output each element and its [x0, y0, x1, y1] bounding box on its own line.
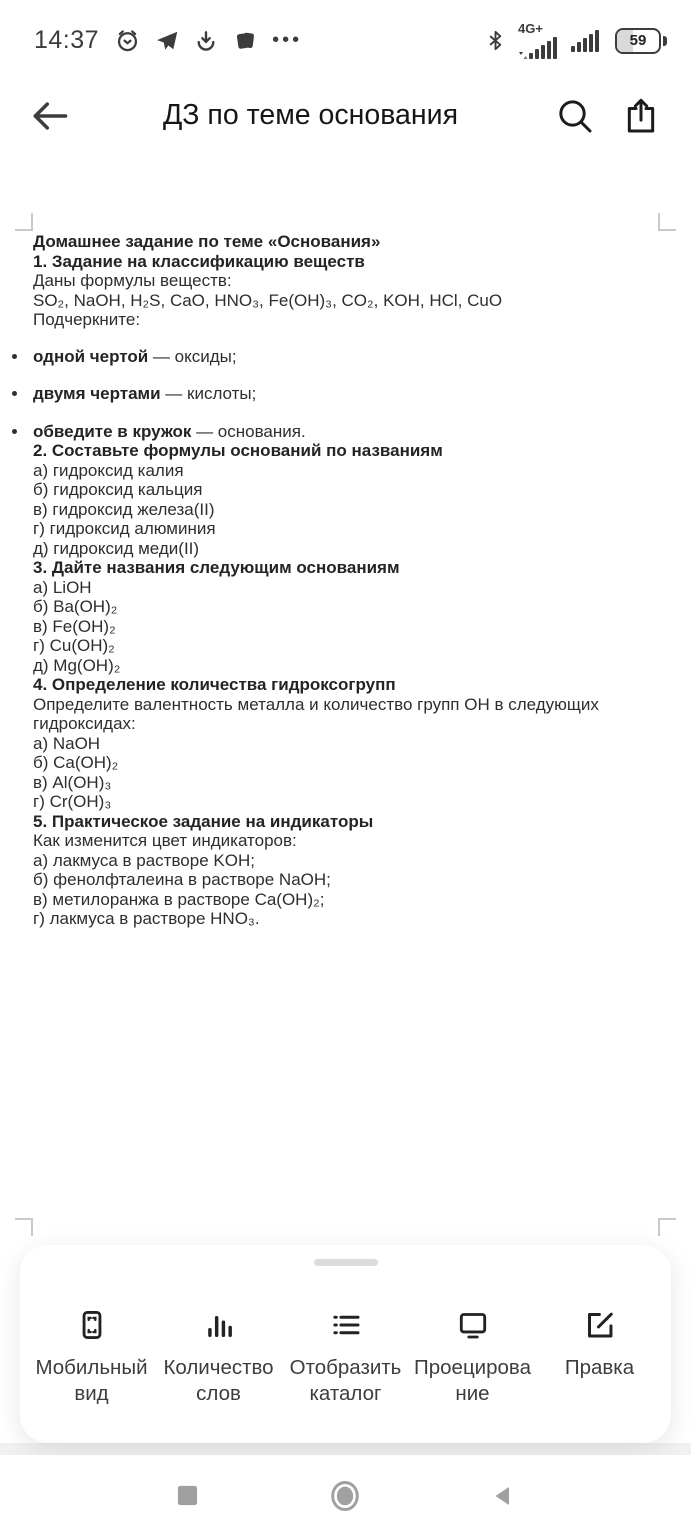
- section-4-intro: Определите валентность металла и количество групп OH в следующих гидроксидах:: [33, 694, 599, 733]
- toolbar-label: Количество слов: [163, 1356, 274, 1405]
- bullet-bold-text: одной чертой: [33, 346, 149, 366]
- bullet-item: [33, 347, 660, 367]
- bullet-rest-text: — оксиды;: [148, 346, 237, 366]
- list-line: а) LiOH: [33, 577, 92, 597]
- list-line: в) гидроксид железа(II): [33, 499, 215, 519]
- section-5-heading: 5. Практическое задание на индикаторы: [33, 811, 374, 831]
- toolbar-label: Проецирование: [414, 1356, 531, 1405]
- bullet-list: [33, 347, 660, 442]
- section-3: [33, 558, 660, 675]
- bottom-sheet: [20, 1245, 671, 1443]
- list-line: б) гидроксид кальция: [33, 480, 203, 499]
- list-line: в) Fe(OH)₂: [33, 616, 116, 636]
- back-icon: [491, 1484, 515, 1508]
- toolbar-label: Отобразить каталог: [289, 1356, 402, 1405]
- search-button[interactable]: [555, 96, 595, 136]
- list-line: а) лакмуса в растворе KOH;: [33, 850, 255, 870]
- document-title: ДЗ по теме основания: [162, 99, 459, 131]
- document-content: [33, 232, 660, 929]
- bullet-dot: [12, 391, 17, 396]
- list-line: б) Ca(OH)₂: [33, 753, 119, 772]
- list-line: д) гидроксид меди(II): [33, 538, 200, 558]
- list-line: а) гидроксид калия: [33, 460, 184, 480]
- doc-heading: Домашнее задание по теме «Основания»: [33, 232, 381, 251]
- download-icon: [193, 28, 219, 54]
- section-1: [33, 252, 660, 442]
- status-bar: [0, 0, 691, 75]
- clock-time: 14:37: [34, 26, 100, 54]
- underline-prompt: Подчеркните:: [33, 310, 141, 329]
- edit-button[interactable]: [536, 1307, 663, 1407]
- section-3-heading: 3. Дайте названия следующим основаниям: [33, 558, 400, 577]
- show-catalog-button[interactable]: [282, 1307, 409, 1407]
- list-line: в) Al(OH)₃: [33, 772, 112, 792]
- home-button[interactable]: [330, 1480, 360, 1512]
- bullet-dot: [12, 354, 17, 359]
- word-count-icon: [201, 1307, 237, 1343]
- recents-icon: [176, 1484, 199, 1507]
- list-line: б) фенолфталеина в растворе NaOH;: [33, 870, 331, 889]
- formulas-line: SO₂, NaOH, H₂S, CaO, HNO₃, Fe(OH)₃, CO₂, KOH, HCl, CuO: [33, 290, 503, 310]
- signal-icon: [517, 22, 561, 60]
- section-2-heading: 2. Составьте формулы оснований по названиям: [33, 441, 443, 460]
- network-type-label: 4G+: [518, 20, 543, 36]
- bullet-rest-text: — кислоты;: [160, 384, 257, 403]
- battery-percent: 59: [629, 32, 647, 49]
- list-line: г) гидроксид алюминия: [33, 519, 216, 538]
- toolbar-label: Правка: [564, 1356, 635, 1379]
- search-icon: [555, 96, 595, 136]
- bullet-bold-text: двумя чертами: [33, 384, 161, 403]
- alarm-icon: [114, 27, 141, 54]
- list-line: а) NaOH: [33, 733, 101, 753]
- bullet-item: [33, 422, 660, 442]
- mobile-view-icon: [74, 1307, 110, 1343]
- telegram-icon: [154, 28, 180, 54]
- battery-icon: [615, 28, 667, 54]
- signal-icon: [571, 29, 605, 53]
- drag-handle[interactable]: [314, 1259, 378, 1266]
- list-line: г) Cr(OH)₃: [33, 792, 112, 811]
- bluetooth-icon: [484, 27, 507, 54]
- toolbar-items: [20, 1245, 671, 1407]
- toolbar-label: Мобильный вид: [35, 1356, 148, 1405]
- bullet-dot: [12, 429, 17, 434]
- list-line: д) Mg(OH)₂: [33, 655, 121, 675]
- recents-button[interactable]: [176, 1484, 199, 1507]
- catalog-icon: [328, 1307, 364, 1343]
- list-line: г) Cu(OH)₂: [33, 636, 115, 655]
- section-5: [33, 812, 660, 929]
- bullet-rest-text: — основания.: [191, 421, 306, 441]
- page-corner-mark: [658, 1218, 676, 1236]
- back-nav-button[interactable]: [491, 1484, 515, 1508]
- status-left: [34, 26, 302, 55]
- projection-icon: [455, 1307, 491, 1343]
- battery-nub: [663, 36, 667, 46]
- section-4-heading: 4. Определение количества гидроксогрупп: [33, 675, 396, 694]
- list-line: б) Ba(OH)₂: [33, 597, 118, 616]
- projection-button[interactable]: [409, 1307, 536, 1407]
- page-corner-mark: [15, 213, 33, 231]
- list-line: в) метилоранжа в растворе Ca(OH)₂;: [33, 889, 325, 909]
- header-actions: [555, 96, 661, 136]
- more-icon: •••: [272, 29, 303, 51]
- list-line: г) лакмуса в растворе HNO₃.: [33, 909, 260, 928]
- bullet-item: [33, 384, 660, 404]
- edit-icon: [582, 1307, 618, 1343]
- android-nav-bar: [0, 1455, 691, 1536]
- mobile-view-button[interactable]: [28, 1307, 155, 1407]
- section-1-heading: 1. Задание на классификацию веществ: [33, 251, 365, 271]
- copies-icon: [232, 27, 259, 54]
- section-5-intro: Как изменится цвет индикаторов:: [33, 831, 297, 850]
- word-count-button[interactable]: [155, 1307, 282, 1407]
- section-1-line: Даны формулы веществ:: [33, 271, 232, 290]
- home-icon: [330, 1480, 360, 1512]
- section-2: [33, 441, 660, 558]
- page-corner-mark: [658, 213, 676, 231]
- back-button[interactable]: [28, 94, 72, 138]
- bullet-bold-text: обведите в кружок: [33, 421, 192, 441]
- app-header: [0, 75, 691, 160]
- status-right: [484, 22, 667, 60]
- section-4: [33, 675, 660, 812]
- share-button[interactable]: [621, 96, 661, 136]
- share-icon: [621, 96, 661, 136]
- page-corner-mark: [15, 1218, 33, 1236]
